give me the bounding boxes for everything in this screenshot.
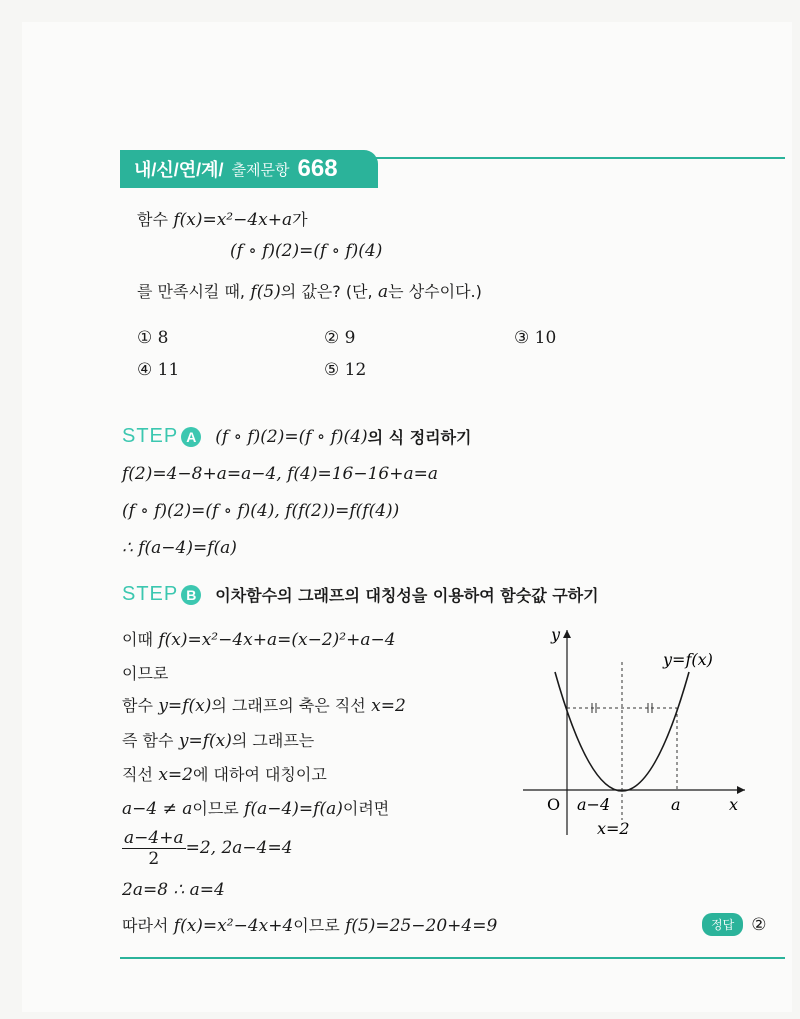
problem-variable: a <box>378 282 389 302</box>
step-b-line-7 <box>122 828 293 869</box>
problem-expression: f(5) <box>250 282 281 302</box>
step-b-text: 이므로 <box>293 916 340 935</box>
fraction-numerator: a−4+a <box>124 828 184 848</box>
choice-2[interactable]: ② 9 <box>324 328 356 348</box>
step-b-text: 직선 <box>122 765 153 784</box>
step-a-title-math: (f ∘ f)(2)=(f ∘ f)(4) <box>215 426 368 447</box>
step-a-expression: ∴ f(a−4)=f(a) <box>122 538 237 558</box>
choice-5[interactable]: ⑤ 12 <box>324 360 367 380</box>
y-axis-label: y <box>551 625 561 644</box>
answer-box <box>702 913 766 936</box>
x-axis-arrow <box>737 786 745 794</box>
footer-divider <box>120 957 785 959</box>
problem-line-2 <box>230 241 382 261</box>
step-b-title-text: 이차함수의 그래프의 대칭성을 이용하여 함숫값 구하기 <box>215 586 599 605</box>
step-b-line-2 <box>122 661 168 684</box>
step-b-line-1 <box>122 627 396 650</box>
fraction-denominator: 2 <box>148 849 160 869</box>
step-b-expression: f(x)=x²−4x+4 <box>173 916 294 936</box>
step-b-text: 에 대하여 대칭이고 <box>192 765 327 784</box>
header-divider <box>375 157 785 159</box>
step-b-expression: x=2 <box>158 765 193 785</box>
parabola-curve <box>555 672 689 791</box>
step-b-expression: x=2 <box>371 696 406 716</box>
problem-text: 는 상수이다.) <box>388 282 482 301</box>
step-b-text: 함수 <box>122 696 153 715</box>
choice-3[interactable]: ③ 10 <box>514 328 557 348</box>
step-b-expression: =2, 2a−4=4 <box>185 838 293 858</box>
step-b-expression: y=f(x) <box>158 696 212 716</box>
step-b-text: 이므로 <box>122 664 169 683</box>
step-b-expression: y=f(x) <box>178 731 232 751</box>
step-letter-badge: B <box>181 585 201 605</box>
step-a-heading <box>122 425 472 448</box>
problem-function: f(x)=x²−4x+a <box>173 210 293 230</box>
parabola-graph <box>515 620 755 845</box>
step-b-line-8 <box>122 880 225 900</box>
step-b-expression: 2a=8 ∴ a=4 <box>122 880 225 900</box>
step-a-expression: (f ∘ f)(2)=(f ∘ f)(4), f(f(2))=f(f(4)) <box>122 501 400 521</box>
step-b-text: 의 그래프의 축은 직선 <box>211 696 366 715</box>
step-a-expression: f(2)=4−8+a=a−4, f(4)=16−16+a=a <box>122 464 439 484</box>
step-b-line-4 <box>122 728 314 751</box>
problem-header-badge <box>120 150 378 188</box>
curve-label: y=f(x) <box>663 650 713 669</box>
step-a-line-1 <box>122 464 438 484</box>
choice-4[interactable]: ④ 11 <box>137 360 180 380</box>
problem-text: 가 <box>292 210 308 229</box>
step-b-line-6 <box>122 796 389 819</box>
badge-label: 출제문항 <box>231 161 290 179</box>
step-label: STEP <box>122 583 179 605</box>
step-a-line-2 <box>122 501 399 521</box>
step-b-expression: f(x)=x²−4x+a=(x−2)²+a−4 <box>158 630 396 650</box>
choice-1[interactable]: ① 8 <box>137 328 169 348</box>
problem-text: 를 만족시킬 때, <box>137 282 245 301</box>
step-b-line-5 <box>122 762 327 785</box>
step-b-text: 따라서 <box>122 916 169 935</box>
step-b-expression: a−4 ≠ a <box>122 799 193 819</box>
tick-label-a: a <box>671 795 681 814</box>
badge-number: 668 <box>297 155 338 182</box>
step-b-text: 이려면 <box>342 799 390 818</box>
step-a-title-text: 의 식 정리하기 <box>367 428 472 447</box>
answer-value: ② <box>751 914 767 935</box>
step-b-expression: f(a−4)=f(a) <box>244 799 343 819</box>
answer-tag: 정답 <box>702 913 743 936</box>
fraction <box>122 828 186 869</box>
step-b-expression: f(5)=25−20+4=9 <box>345 916 498 936</box>
tick-label-a-minus-4: a−4 <box>577 795 611 814</box>
step-b-line-9 <box>122 913 497 936</box>
step-b-text: 이때 <box>122 630 153 649</box>
step-b-text: 즉 함수 <box>122 731 174 750</box>
step-a-line-3 <box>122 538 237 558</box>
symmetry-axis-label: x=2 <box>597 819 630 838</box>
y-axis-arrow <box>563 630 571 638</box>
problem-condition: (f ∘ f)(2)=(f ∘ f)(4) <box>230 241 383 261</box>
problem-line-3 <box>137 279 482 302</box>
badge-prefix: 내/신/연/계/ <box>134 160 224 180</box>
origin-label: O <box>547 795 561 814</box>
step-b-text: 이므로 <box>192 799 239 818</box>
problem-text: 함수 <box>137 210 168 229</box>
step-letter-badge: A <box>181 427 201 447</box>
x-axis-label: x <box>729 795 739 814</box>
step-label: STEP <box>122 425 179 447</box>
step-b-line-3 <box>122 693 406 716</box>
problem-text: 의 값은? (단, <box>280 282 373 301</box>
step-b-heading <box>122 583 599 606</box>
step-b-text: 의 그래프는 <box>231 731 315 750</box>
problem-line-1 <box>137 207 308 230</box>
